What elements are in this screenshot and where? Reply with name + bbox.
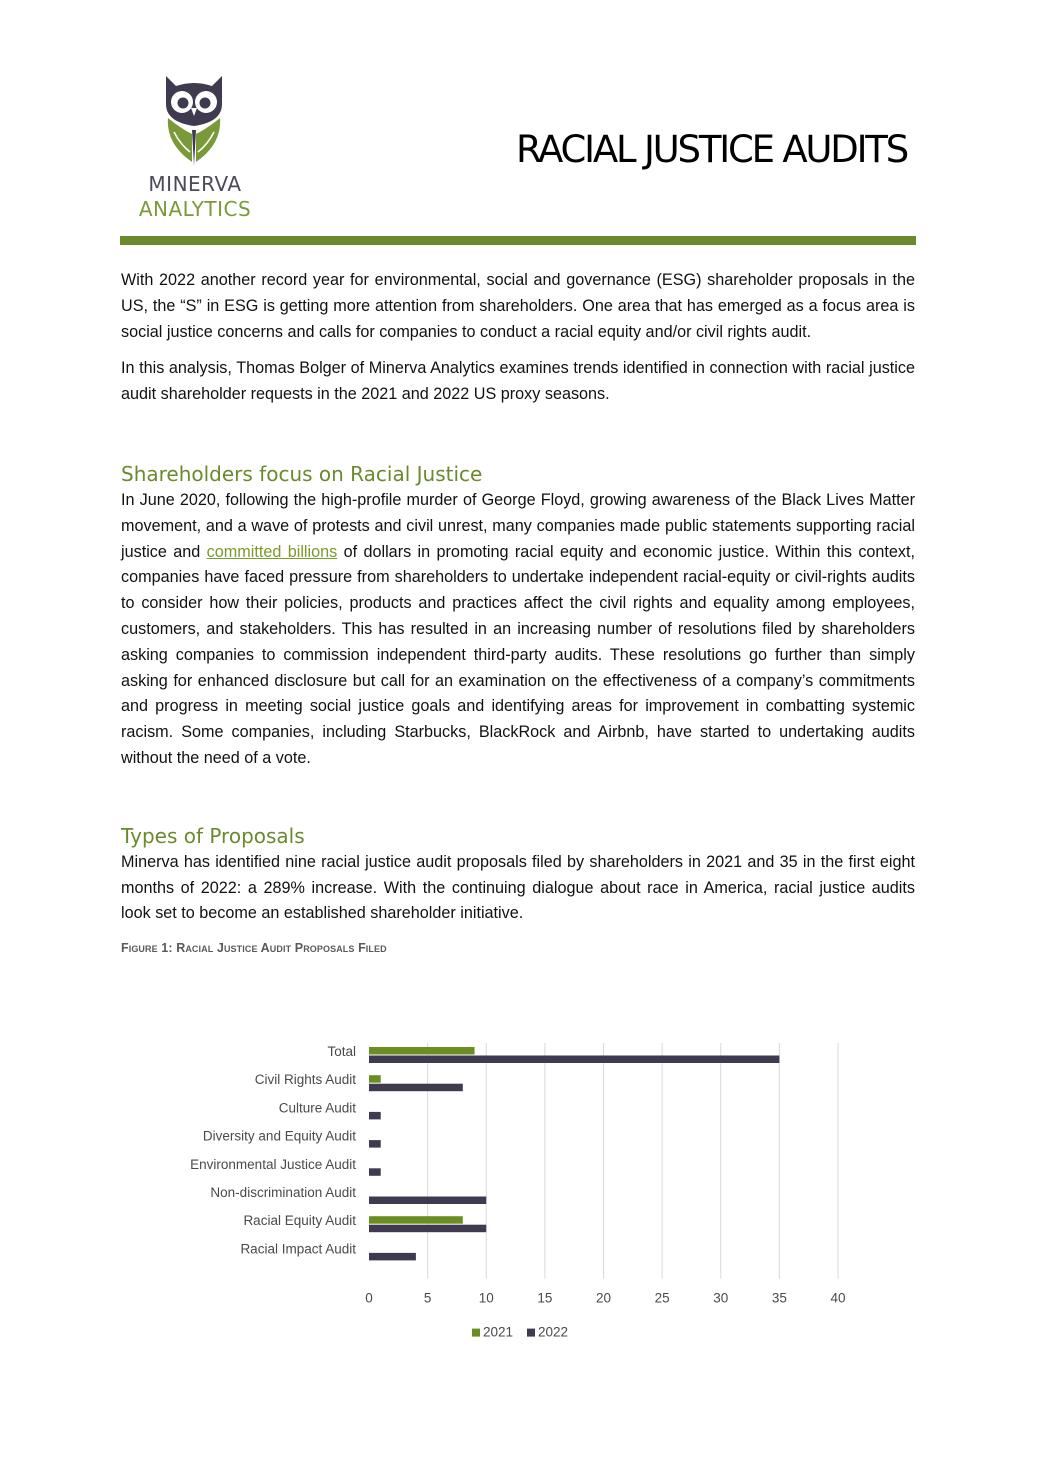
legend-label-2022: 2022 [538, 1324, 569, 1340]
logo-wordmark-top: MINERVA [148, 172, 242, 196]
section-heading-racial-justice: Shareholders focus on Racial Justice [121, 461, 483, 486]
title-divider [120, 236, 916, 245]
x-tick-label: 30 [713, 1290, 729, 1306]
category-label: Diversity and Equity Audit [202, 1128, 356, 1144]
x-tick-label: 10 [478, 1290, 494, 1306]
section2-paragraph: Minerva has identified nine racial justice audit proposals filed by shareholders in 2021 and 35 in the first eight months of 2022: a 289% increase. With the continuing dialogue about race in America, racial justice audits look set to become an established shareholder initiative. [121, 852, 915, 923]
section1-text-end: of dollars in promoting racial equity and economic justice. Within this context, companies have faced pressure from shareholders to undertake independent racial-equity or civil-rights audits to consider how their policies, products and practices affect the civil rights and equality among employees, customers, and stakeholders. This has resulted in an increasing number of resolutions filed by shareholders asking companies to commission independent third-party audits. These resolutions go further than simply asking for enhanced disclosure but call for an examination on the effectiveness of a company’s commitments and progress in meeting social justice goals and identifying areas for improvement in combatting systemic racism. Some companies, including Starbucks, BlackRock and Airbnb, have started to undertaking audits without the need of a vote. [121, 542, 916, 767]
intro-paragraph-1: With 2022 another record year for environmental, social and governance (ESG) shareholder proposals in the US, the “S” in ESG is getting more attention from shareholders. One area that has emerged as a focus area is social justice concerns and calls for companies to conduct a racial equity and/or civil rights audit. [121, 271, 915, 341]
x-tick-label: 5 [423, 1290, 432, 1306]
category-label: Racial Impact Audit [240, 1241, 356, 1257]
legend-label-2021: 2021 [483, 1324, 514, 1340]
bar-2021 [369, 1216, 463, 1224]
bar-2022 [369, 1140, 381, 1148]
legend-swatch-2021 [472, 1329, 480, 1337]
section-heading-types-of-proposals: Types of Proposals [121, 823, 305, 848]
bar-2022 [369, 1084, 463, 1092]
document-title: RACIAL JUSTICE AUDITS [516, 128, 907, 171]
category-label: Non-discrimination Audit [210, 1185, 356, 1200]
section1-paragraph [121, 488, 915, 772]
intro-paragraph-2: In this analysis, Thomas Bolger of Minerva Analytics examines trends identified in connection with racial justice audit shareholder requests in the 2021 and 2022 US proxy seasons. [121, 359, 915, 404]
x-tick-label: 0 [365, 1290, 373, 1306]
section1-text-start: In June 2020, following the high-profile murder of George Floyd, growing awareness of the Black Lives Matter movement, and a wave of protests and civil unrest, many companies made public statements supporting racial justice and [121, 490, 915, 561]
figure-caption: Figure 1: Racial Justice Audit Proposals Filed [121, 941, 387, 956]
category-label: Racial Equity Audit [243, 1213, 356, 1229]
legend-swatch-2022 [527, 1329, 535, 1337]
committed-billions-link[interactable]: committed billions [206, 542, 338, 561]
logo-wordmark-bottom: ANALYTICS [138, 197, 252, 221]
bar-2022 [369, 1197, 486, 1205]
owl-icon [162, 74, 226, 166]
x-tick-label: 40 [830, 1290, 846, 1306]
category-label: Culture Audit [278, 1100, 356, 1116]
category-label: Total [327, 1044, 356, 1059]
x-tick-label: 20 [595, 1290, 612, 1306]
bar-2021 [369, 1047, 475, 1055]
minerva-logo [136, 74, 254, 224]
main-content [121, 268, 915, 955]
bar-2022 [369, 1168, 381, 1176]
category-label: Civil Rights Audit [254, 1072, 356, 1088]
x-tick-label: 35 [771, 1290, 787, 1306]
bar-2022 [369, 1112, 381, 1120]
bar-2022 [369, 1225, 486, 1233]
category-label: Environmental Justice Audit [190, 1156, 356, 1172]
x-tick-label: 15 [537, 1290, 553, 1306]
proposals-bar-chart [0, 1020, 1037, 1350]
bar-2022 [369, 1253, 416, 1261]
bar-2021 [369, 1075, 381, 1083]
x-tick-label: 25 [654, 1290, 670, 1306]
bar-2022 [369, 1056, 779, 1064]
